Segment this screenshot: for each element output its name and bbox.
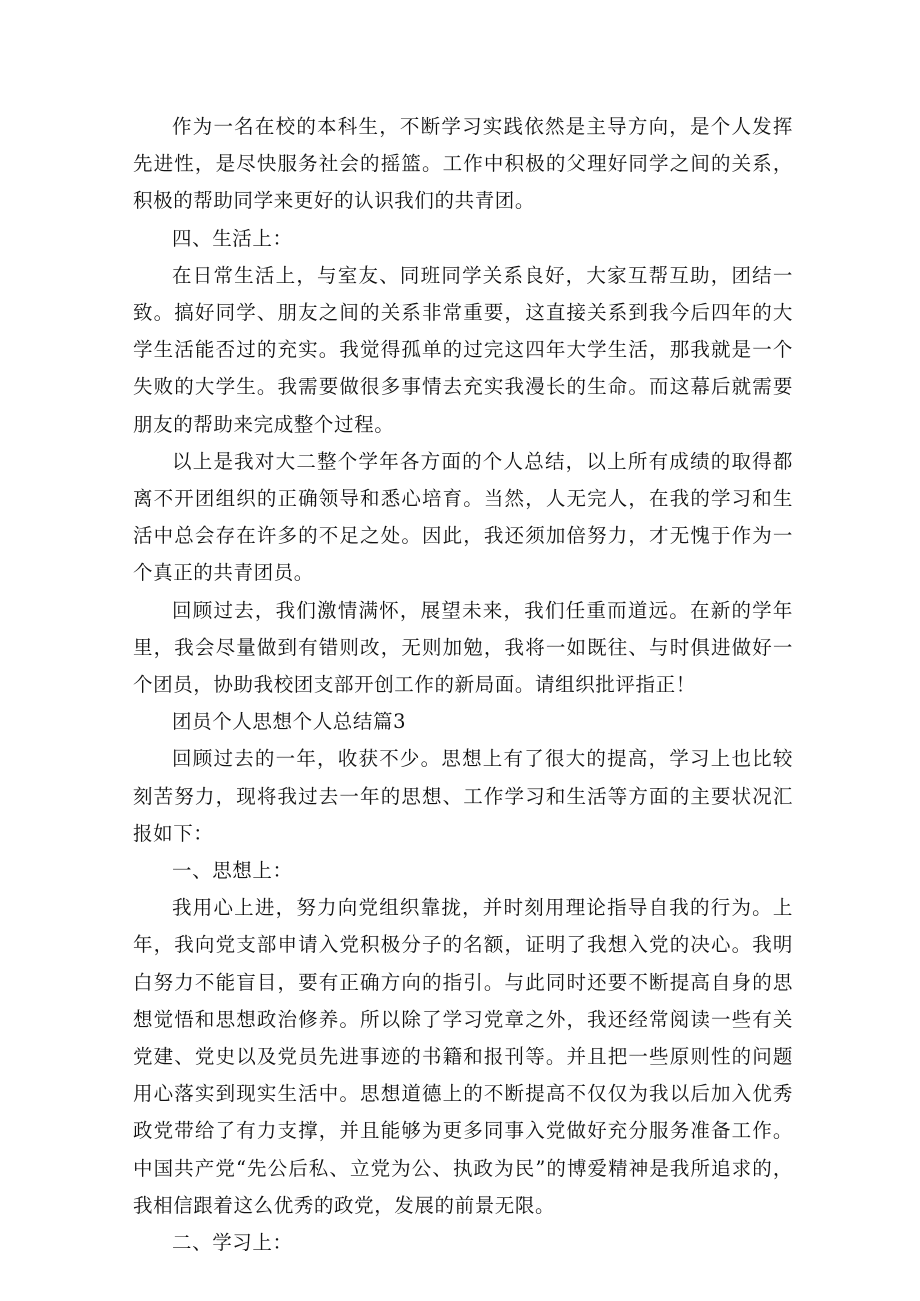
paragraph-thought: 我用心上进，努力向党组织靠拢，并时刻用理论指导自我的行为。上年，我向党支部申请入党积极分子的名额，证明了我想入党的决心。我明白努力不能盲目，要有正确方向的指引。与此同时还要不断提高自身的思想觉悟和思想政治修养。所以除了学习党章之外，我还经常阅读一些有关党建、党史以及党员先进事迹的书籍和报刊等。并且把一些原则性的问题用心落实到现实生活中。思想道德上的不断提高不仅仅为我以后加入优秀政党带给了有力支撑，并且能够为更多同事入党做好充分服务准备工作。中国共产党“先公后私、立党为公、执政为民”的博爱精神是我所追求的，我相信跟着这么优秀的政党，发展的前景无限。 — [133, 896, 793, 1217]
paragraph-summary: 以上是我对大二整个学年各方面的个人总结，以上所有成绩的取得都离不开团组织的正确领导和悉心培育。当然，人无完人，在我的学习和生活中总会存在许多的不足之处。因此，我还须加倍努力，才无愧于作为一个真正的共青团员。 — [133, 449, 793, 585]
article-title-part3: 团员个人思想个人总结篇3 — [172, 710, 407, 734]
section-heading-thought: 一、思想上： — [172, 859, 293, 883]
section-heading-study: 二、学习上： — [172, 1231, 293, 1255]
paragraph-student-role: 作为一名在校的本科生，不断学习实践依然是主导方向，是个人发挥先进性，是尽快服务社会的摇篮。工作中积极的父理好同学之间的关系，积极的帮助同学来更好的认识我们的共青团。 — [133, 115, 793, 213]
paragraph-looking-back: 回顾过去，我们激情满怀，展望未来，我们任重而道远。在新的学年里，我会尽量做到有错则改，无则加勉，我将一如既往、与时俱进做好一个团员，协助我校团支部开创工作的新局面。请组织批评指正！ — [133, 598, 793, 697]
document-body — [133, 108, 793, 1261]
section-heading-life: 四、生活上： — [172, 226, 293, 250]
paragraph-daily-life: 在日常生活上，与室友、同班同学关系良好，大家互帮互助，团结一致。搞好同学、朋友之间的关系非常重要，这直接关系到我今后四年的大学生活能否过的充实。我觉得孤单的过完这四年大学生活，那我就是一个失败的大学生。我需要做很多事情去充实我漫长的生命。而这幕后就需要朋友的帮助来完成整个过程。 — [133, 263, 793, 436]
paragraph-intro-part3: 回顾过去的一年，收获不少。思想上有了很大的提高，学习上也比较刻苦努力，现将我过去一年的思想、工作学习和生活等方面的主要状况汇报如下： — [133, 747, 793, 845]
